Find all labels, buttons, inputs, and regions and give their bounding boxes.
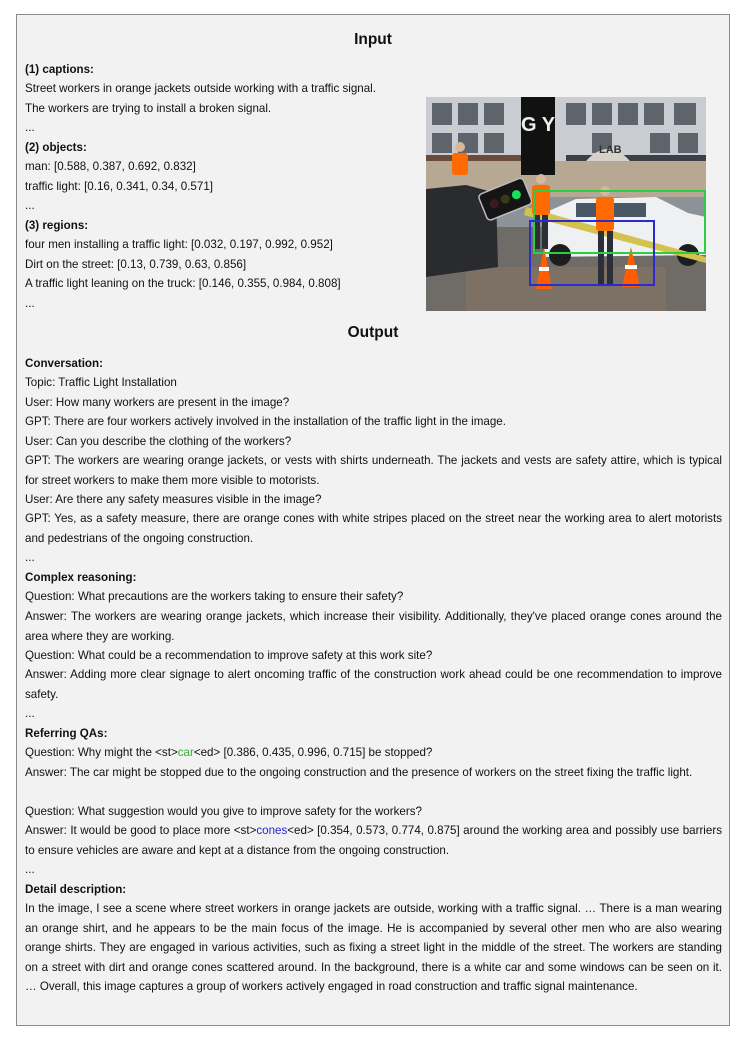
figure-panel bbox=[16, 14, 730, 1026]
storefront-label: LAB bbox=[599, 144, 622, 156]
ellipsis: ... bbox=[25, 121, 35, 134]
reasoning-answer-2: Answer: Adding more clear signage to alert oncoming traffic of the construction work ahead could be one recommendation to improve safety. bbox=[25, 668, 722, 701]
region-3: A traffic light leaning on the truck: [0.146, 0.355, 0.984, 0.808] bbox=[25, 277, 341, 290]
street-scene-photo bbox=[426, 97, 706, 311]
ellipsis: ... bbox=[25, 297, 35, 310]
output-title: Output bbox=[347, 324, 399, 341]
ellipsis: ... bbox=[25, 199, 35, 212]
conversation-user-1: User: How many workers are present in the image? bbox=[25, 396, 290, 409]
reasoning-question-1: Question: What precautions are the workers taking to ensure their safety? bbox=[25, 590, 404, 603]
conversation-gpt-3: GPT: Yes, as a safety measure, there are orange cones with white stripes placed on the street near the working area to alert motorists and pedestrians of the ongoing construction. bbox=[25, 512, 722, 545]
captions-header: (1) captions: bbox=[25, 63, 94, 76]
referring-question-2: Question: What suggestion would you give to improve safety for the workers? bbox=[25, 805, 422, 818]
conversation-header: Conversation: bbox=[25, 357, 103, 370]
referring-answer-1: Answer: The car might be stopped due to the ongoing construction and the presence of workers on the street fixing the traffic light. bbox=[25, 766, 693, 779]
referring-a2-prefix: Answer: It would be good to place more <st> bbox=[25, 824, 257, 837]
region-1: four men installing a traffic light: [0.032, 0.197, 0.992, 0.952] bbox=[25, 238, 333, 251]
referring-object-car: car bbox=[177, 746, 194, 759]
ellipsis: ... bbox=[25, 707, 35, 720]
vertical-sign-letters: G Y bbox=[520, 114, 556, 136]
referring-object-cones: cones bbox=[256, 824, 288, 837]
reasoning-answer-1: Answer: The workers are wearing orange jackets, which increase their visibility. Additionally, they've placed orange cones around the area where they are working. bbox=[25, 610, 722, 643]
detail-header: Detail description: bbox=[25, 883, 127, 896]
conversation-gpt-1: GPT: There are four workers actively involved in the installation of the traffic light in the image. bbox=[25, 415, 506, 428]
detail-description: In the image, I see a scene where street workers in orange jackets are outside, working with a traffic signal. … There is a man wearing an orange shirt, and he appears to be the main focus of the image. He is accompanied by several other men who are also wearing orange shirts. They are engaged in various activities, such as fixing a street light in the middle of the street. The workers are standing on a street with dirt and orange cones scattered around. In the background, there is a white car and some windows can be seen on it. … Overall, this image captures a group of workers actively engaged in road construction and traffic signal maintenance. bbox=[25, 902, 722, 993]
referring-question-1 bbox=[25, 743, 432, 763]
referring-q1-prefix: Question: Why might the <st> bbox=[25, 746, 178, 759]
ellipsis: ... bbox=[25, 551, 35, 564]
referring-q1-suffix: <ed> [0.386, 0.435, 0.996, 0.715] be stopped? bbox=[193, 746, 433, 759]
ellipsis: ... bbox=[25, 863, 35, 876]
caption-1: Street workers in orange jackets outside working with a traffic signal. bbox=[25, 82, 376, 95]
caption-2: The workers are trying to install a broken signal. bbox=[25, 102, 272, 115]
referring-header: Referring QAs: bbox=[25, 727, 108, 740]
reasoning-header: Complex reasoning: bbox=[25, 571, 137, 584]
region-2: Dirt on the street: [0.13, 0.739, 0.63, 0.856] bbox=[25, 258, 247, 271]
input-title: Input bbox=[354, 31, 392, 48]
conversation-topic: Topic: Traffic Light Installation bbox=[25, 376, 177, 389]
referring-answer-2 bbox=[25, 821, 722, 860]
street-scene-illustration bbox=[426, 97, 706, 311]
conversation-user-3: User: Are there any safety measures visible in the image? bbox=[25, 493, 322, 506]
object-2: traffic light: [0.16, 0.341, 0.34, 0.571] bbox=[25, 180, 213, 193]
conversation-gpt-2: GPT: The workers are wearing orange jackets, or vests with shirts underneath. The jackets and vests are safety attire, which is typical for street workers to make them more visible to motorists. bbox=[25, 454, 722, 487]
reasoning-question-2: Question: What could be a recommendation to improve safety at this work site? bbox=[25, 649, 433, 662]
conversation-user-2: User: Can you describe the clothing of the workers? bbox=[25, 435, 292, 448]
referring-a2-suffix: <ed> [0.354, 0.573, 0.774, 0.875] around the working area and possibly use barriers to ensure vehicles are aware and kept at a distance from the ongoing construction. bbox=[25, 824, 722, 857]
object-1: man: [0.588, 0.387, 0.692, 0.832] bbox=[25, 160, 196, 173]
objects-header: (2) objects: bbox=[25, 141, 87, 154]
regions-header: (3) regions: bbox=[25, 219, 89, 232]
